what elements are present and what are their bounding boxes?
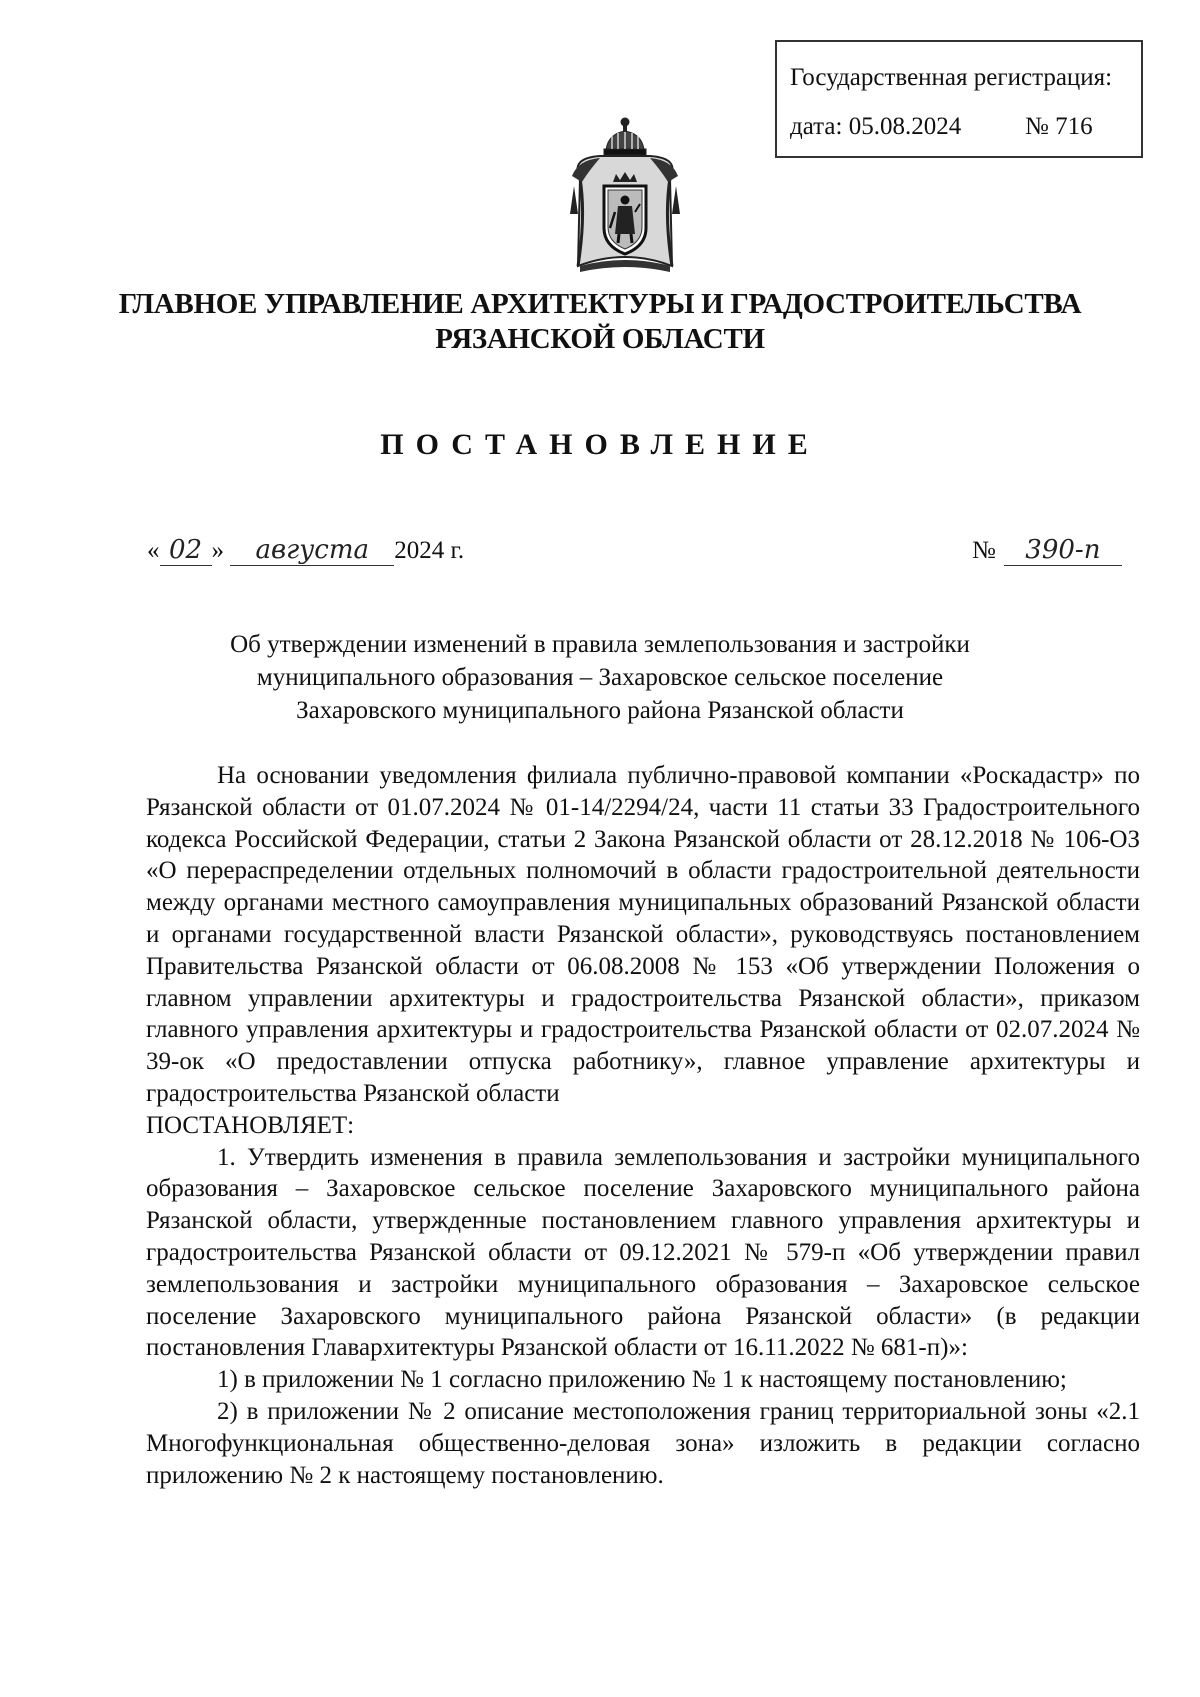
preamble-paragraph: На основании уведомления филиала публично-правовой компании «Роскадастр» по Рязанской области от 01.07.2024 № 01-14/2294/24, части 11 статьи 33 Градостроительного кодекса Российской Федерации, статьи 2 Закона Рязанской области от 28.12.2018 № 106-ОЗ «О перераспределении отдельных полномочий в области градостроительной деятельности между органами местного самоуправления муниципальных образований Рязанской области и органами государственной власти Рязанской области», руководствуясь постановлением Правительства Рязанской области от 06.08.2008 № 153 «Об утверждении Положения о главном управлении архитектуры и градостроительства Рязанской области», приказом главного управления архитектуры и градостроительства Рязанской области от 02.07.2024 № 39-ок «О предоставлении отпуска работнику», главное управление архитектуры и градостроительства Рязанской области <box>146 762 1140 1107</box>
organization-name-line-2: РЯЗАНСКОЙ ОБЛАСТИ <box>435 323 765 355</box>
document-type-title: ПОСТАНОВЛЕНИЕ <box>380 428 820 461</box>
number-handwritten: 390-п <box>1004 535 1122 566</box>
ryazan-coat-of-arms-icon <box>560 116 690 278</box>
decree-word: ПОСТАНОВЛЯЕТ: <box>146 1111 355 1139</box>
document-body <box>146 760 1140 1491</box>
date-day-handwritten: 02 <box>160 535 212 566</box>
organization-name-line-1: ГЛАВНОЕ УПРАВЛЕНИЕ АРХИТЕКТУРЫ И ГРАДОСТРОИТЕЛЬСТВА <box>118 288 1082 320</box>
item-1-1-paragraph: 1) в приложении № 1 согласно приложению № 1 к настоящему постановлению; <box>217 1366 1067 1394</box>
date-close-quote: » <box>211 537 224 564</box>
document-number <box>972 535 1122 566</box>
registration-date: дата: 05.08.2024 <box>790 113 962 140</box>
subject-line-1: Об утверждении изменений в правила землепользования и застройки <box>230 631 970 658</box>
item-1-paragraph: 1. Утвердить изменения в правила землепользования и застройки муниципального образования – Захаровское сельское поселение Захаровского муниципального района Рязанской области, утвержденные постановлением главного управления архитектуры и градостроительства Рязанской области от 09.12.2021 № 579-п «Об утверждении правил землепользования и застройки муниципального образования – Захаровское сельское поселение Захаровского муниципального района Рязанской области» (в редакции постановления Главархитектуры Рязанской области от 16.11.2022 № 681-п)»: <box>146 1143 1140 1362</box>
document-date <box>147 535 464 566</box>
date-open-quote: « <box>147 537 160 564</box>
number-prefix: № <box>972 537 996 564</box>
document-subject <box>150 628 1050 727</box>
registration-title: Государственная регистрация: <box>790 64 1113 91</box>
registration-number: № 716 <box>1025 113 1093 140</box>
subject-line-3: Захаровского муниципального района Рязанской области <box>296 697 904 724</box>
registration-stamp <box>775 40 1143 158</box>
item-1-2-paragraph: 2) в приложении № 2 описание местоположения границ территориальной зоны «2.1 Многофункциональная общественно-деловая зона» изложить в редакции согласно приложению № 2 к настоящему постановлению. <box>146 1397 1140 1489</box>
date-year: 2024 г. <box>394 537 465 564</box>
date-month-handwritten: августа <box>230 535 394 566</box>
subject-line-2: муниципального образования – Захаровское сельское поселение <box>256 664 944 691</box>
